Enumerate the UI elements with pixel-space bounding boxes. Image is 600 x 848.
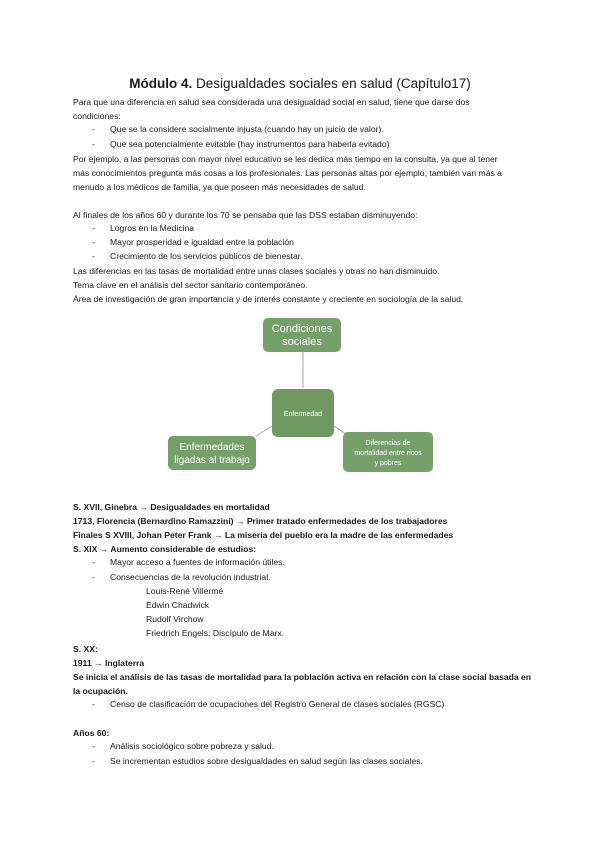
history-heading: Al finales de los años 60 y durante los 70 se pensaba que las DSS estaban disminuyendo: — [73, 210, 418, 220]
causes-diagram — [160, 312, 450, 482]
s20-text-1: Se inicia el análisis de las tasas de mortalidad para la población activa en relación con la clase social basada en — [73, 672, 532, 682]
timeline-item-2: 1713, Florencia (Bernardino Ramazzini) → Primer tratado enfermedades de los trabajadores — [73, 516, 448, 526]
node-enfermedades-trabajo — [168, 436, 256, 470]
node-label: y pobres — [374, 460, 402, 467]
history-after-1: Las diferencias en las tasas de mortalidad entre unas clases sociales y otras no han disminuido. — [73, 266, 440, 276]
module-label: Módulo 4. — [129, 76, 193, 91]
bullet-marker: - — [92, 237, 95, 247]
s60-heading: Años 60: — [73, 728, 110, 738]
bullet-marker: - — [92, 124, 95, 134]
bullet-marker: - — [92, 139, 95, 149]
s60-bullet-1: Análisis sociológico sobre pobreza y salud. — [110, 741, 274, 751]
timeline-bullet-2: Consecuencias de la revolución industrial. — [110, 572, 271, 582]
s20-text-2: la ocupación. — [73, 686, 128, 696]
bullet-marker: - — [92, 223, 95, 233]
history-bullet-2: Mayor prosperidad e igualdad entre la población — [110, 237, 294, 247]
bullet-marker: - — [92, 572, 95, 582]
author-name-1: Louis-René Villermé — [146, 586, 224, 596]
connector-left — [256, 426, 272, 436]
timeline-item-3: Finales S XVIII, Johan Peter Frank → La miseria del pueblo era la madre de las enfermedades — [73, 530, 454, 540]
bullet-marker: - — [92, 756, 95, 766]
intro-para-3: menudo a los médicos de familia, ya que poseen más necesidades de salud. — [73, 182, 366, 192]
page-title — [0, 76, 600, 91]
intro-para-2: más conocimientos pregunta más cosas a los profesionales. Las personas altas por ejemplo, también van más a — [73, 168, 502, 178]
bullet-marker: - — [92, 741, 95, 751]
intro-para-1: Por ejemplo, a las personas con mayor nivel educativo se les dedica más tiempo en la consulta, ya que al tener — [73, 154, 498, 164]
s20-bullet: Censo de clasificación de ocupaciones del Registro General de clases sociales (RGSC) — [110, 699, 445, 709]
node-label: ligadas al trabajo — [174, 455, 250, 466]
node-label: sociales — [282, 336, 322, 348]
node-label: Enfermedad — [283, 411, 323, 418]
node-label: Enfermedades — [179, 442, 245, 453]
node-label: Diferencias de — [365, 440, 411, 447]
s20-year: 1911 → Inglaterra — [73, 658, 145, 668]
node-condiciones-sociales — [263, 318, 341, 352]
module-subtitle: Desigualdades sociales en salud (Capítulo17) — [196, 76, 471, 91]
connector-right — [334, 426, 346, 434]
s20-heading: S. XX: — [73, 644, 98, 654]
timeline-bullet-1: Mayor acceso a fuentes de información útiles. — [110, 557, 285, 567]
author-name-2: Edwin Chadwick — [146, 600, 210, 610]
node-enfermedad — [272, 389, 334, 437]
history-after-2: Tema clave en el análisis del sector sanitario contemporáneo. — [73, 280, 308, 290]
history-after-3: Área de investigación de gran importancia y de interés constante y creciente en sociología de la salud. — [73, 294, 464, 304]
bullet-marker: - — [92, 699, 95, 709]
timeline-item-1: S. XVII, Ginebra → Desigualdades en mortalidad — [73, 502, 270, 512]
intro-line-1: Para que una diferencia en salud sea considerada una desigualdad social en salud, tiene que darse dos — [73, 97, 470, 107]
node-label: Condiciones — [271, 323, 333, 335]
timeline-item-4: S. XIX → Aumento considerable de estudios: — [73, 544, 257, 554]
intro-bullet-1: Que se la considere socialmente injusta (cuando hay un juicio de valor). — [110, 124, 384, 134]
node-label: mortalidad entre ricos — [354, 450, 422, 457]
intro-line-2: condiciones: — [73, 111, 121, 121]
history-bullet-1: Logros en la Medicina — [110, 223, 195, 233]
author-name-3: Rudolf Virchow — [146, 614, 204, 624]
author-name-4: Friedrich Engels: Discípulo de Marx. — [146, 628, 285, 638]
node-diferencias-mortalidad — [343, 432, 433, 472]
bullet-marker: - — [92, 251, 95, 261]
s60-bullet-2: Se incrementan estudios sobre desigualdades en salud según las clases sociales. — [110, 756, 423, 766]
intro-bullet-2: Que sea potencialmente evitable (hay instrumentos para haberla evitado) — [110, 139, 390, 149]
bullet-marker: - — [92, 557, 95, 567]
history-bullet-3: Crecimiento de los servicios públicos de bienestar. — [110, 251, 303, 261]
